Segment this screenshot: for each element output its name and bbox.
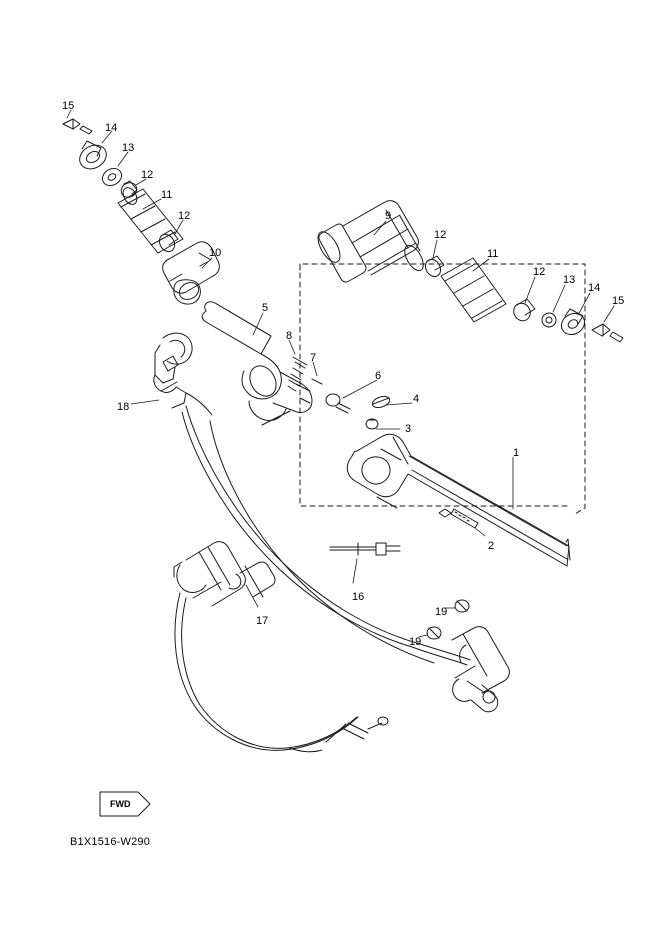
dashed-box <box>300 264 585 515</box>
bolt-2 <box>439 509 478 528</box>
callout-16: 16 <box>352 591 365 603</box>
callout-12c: 12 <box>434 229 447 241</box>
callout-9: 9 <box>385 210 392 222</box>
callout-2: 2 <box>488 540 495 552</box>
pin-7 <box>312 379 322 384</box>
washer-right-13 <box>539 310 558 329</box>
part-code: B1X1516-W290 <box>70 836 151 848</box>
left-bracket-17 <box>174 542 275 606</box>
cap-right-14 <box>558 309 589 339</box>
bolt-left-15 <box>63 119 92 134</box>
callout-10: 10 <box>209 247 222 259</box>
clutch-lever-18 <box>154 333 212 415</box>
collar-right-12b <box>511 299 535 324</box>
callout-19b: 19 <box>409 636 422 648</box>
callout-11a: 11 <box>161 189 173 201</box>
callout-12d: 12 <box>533 266 546 278</box>
callout-14b: 14 <box>588 282 601 294</box>
callout-18: 18 <box>117 401 130 413</box>
cable-bundle <box>175 406 485 752</box>
washer-4 <box>371 394 391 409</box>
callout-8: 8 <box>286 330 293 342</box>
callout-13: 13 <box>122 142 135 154</box>
callout-3: 3 <box>405 423 412 435</box>
callout-4: 4 <box>413 393 420 405</box>
grip-tube-left-11 <box>118 185 183 253</box>
clamp-19b <box>427 627 441 639</box>
callout-14: 14 <box>105 122 118 134</box>
callout-15b: 15 <box>612 295 625 307</box>
grip-tube-right-11 <box>441 258 506 322</box>
right-grip-9 <box>314 201 427 282</box>
callout-7: 7 <box>310 352 317 364</box>
right-lower-bracket <box>452 627 509 712</box>
fwd-label: FWD <box>110 799 131 809</box>
callout-19a: 19 <box>435 606 448 618</box>
callout-15: 15 <box>62 100 75 112</box>
callout-1: 1 <box>513 447 520 459</box>
clamp-19a <box>455 600 469 612</box>
callout-5: 5 <box>262 302 269 314</box>
cable-adjuster-16 <box>330 543 400 555</box>
washer-left-13 <box>99 165 124 189</box>
callout-11b: 11 <box>487 248 499 260</box>
callout-6: 6 <box>375 370 382 382</box>
nut-3 <box>366 419 378 429</box>
master-cylinder-5 <box>202 302 312 425</box>
screw-6 <box>326 394 350 413</box>
callout-12b: 12 <box>178 210 191 222</box>
leader-lines <box>67 110 614 637</box>
cap-left-14 <box>75 140 110 173</box>
callout-12a: 12 <box>141 169 154 181</box>
callout-17: 17 <box>256 615 269 627</box>
handlebar-1 <box>347 434 570 566</box>
callout-13b: 13 <box>563 274 576 286</box>
bolt-right-15 <box>592 324 623 342</box>
